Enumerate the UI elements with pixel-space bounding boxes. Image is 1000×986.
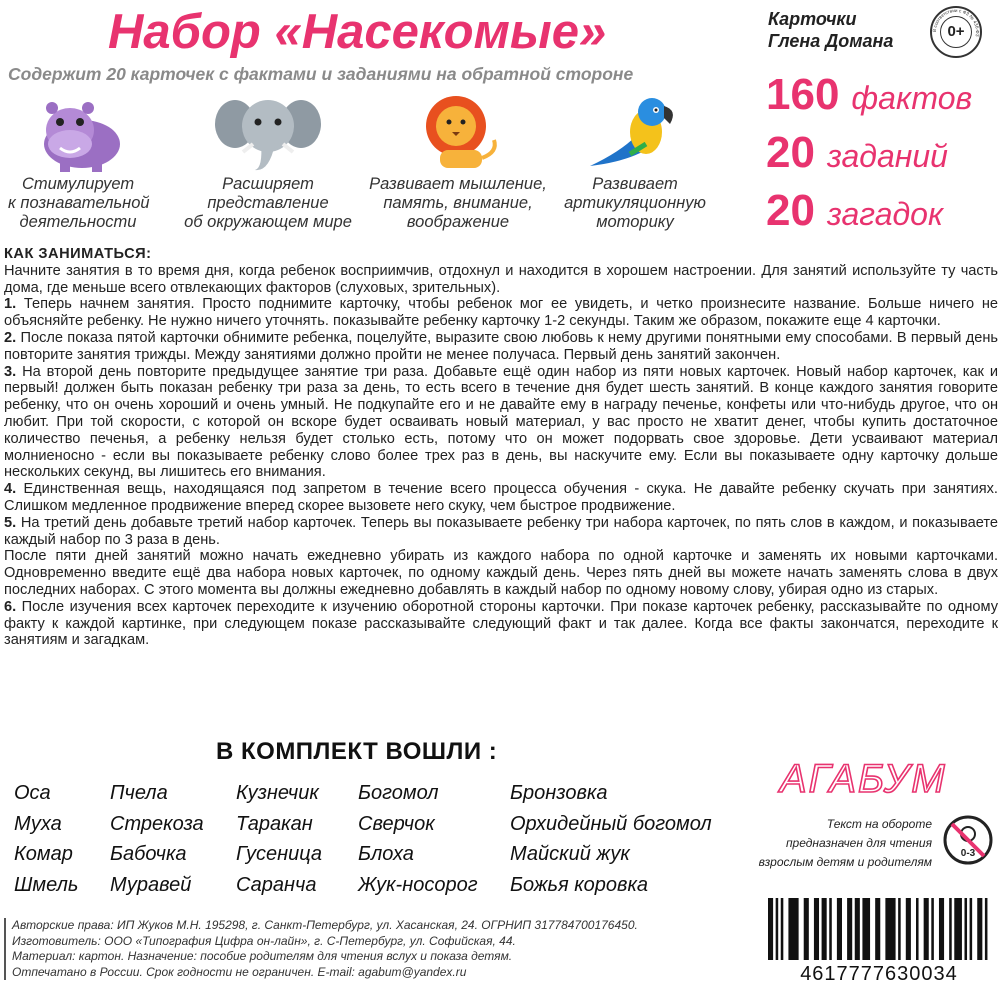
kit-column	[358, 782, 478, 904]
hippo-icon	[30, 92, 126, 174]
instruction-step	[4, 364, 998, 482]
barcode-bar	[898, 898, 901, 960]
instruction-step	[4, 296, 998, 330]
kit-item: Сверчок	[358, 812, 435, 835]
barcode-bar	[906, 898, 911, 960]
elephant-icon	[213, 92, 323, 174]
instruction-step	[4, 515, 998, 549]
barcode-bar	[875, 898, 880, 960]
stat-number: 20	[766, 186, 815, 235]
instruction-step	[4, 599, 998, 649]
page-title: Набор «Насекомые»	[108, 5, 607, 59]
step-text: После показа пятой карточки обнимите ребенка, поцелуйте, выразите свою любовь к нему другими понятными ему способами. В первый день повторите занятия трижды. Между занятиями должно пройти не менее получаса. Первый день занятий закончен.	[4, 329, 998, 363]
parrot-icon	[580, 92, 690, 174]
kit-item: Оса	[14, 782, 51, 804]
kit-item: Муравей	[110, 873, 192, 896]
instruction-step	[4, 481, 998, 515]
step-text: После пяти дней занятий можно начать ежедневно убирать из каждого набора по одной карточке и заменять их новыми карточками. Одновременно введите ещё два набора новых карточек, по одному каждый день. Через пять дней вы можете начать заменять слова в двух последних наборах. С этого момента вы должны ежедневно добавлять в каждый набор по одному новому слову, убирая одно из старых.	[4, 548, 998, 598]
instruction-paragraph	[4, 548, 998, 598]
barcode-bar	[939, 898, 944, 960]
barcode-bar	[822, 898, 827, 960]
kit-item: Бабочка	[110, 843, 187, 865]
feature-text-line: представление	[207, 194, 329, 212]
step-number: 6.	[4, 598, 17, 615]
instructions-intro: Начните занятия в то время дня, когда ребенок восприимчив, отдохнул и находится в хорошем настроении. Для занятий используйте ту часть дома, где меньше всего отвлекающих факторов (слуховых, зрительных).	[4, 262, 998, 296]
logo-text: АГАБУМ	[780, 757, 947, 801]
barcode-bar	[768, 898, 773, 960]
reading-note	[742, 815, 932, 872]
stat-tasks	[766, 128, 998, 186]
noread-age-label: 0-3	[960, 848, 976, 859]
stat-number: 160	[766, 70, 840, 119]
stat-number: 20	[766, 128, 815, 177]
kit-column	[14, 782, 78, 904]
step-text: Теперь начнем занятия. Просто поднимите карточку, чтобы ребенок мог ее увидеть, и четко произнесите название. Больше ничего не объясняйте ребенку. Не нужно ничего уточнять. показывайте ребенку карточку 1-2 секунды. Таким же образом, покажите еще 4 карточки.	[4, 296, 998, 330]
stats-block	[766, 70, 998, 244]
barcode-bar	[924, 898, 929, 960]
kit-item: Таракан	[236, 812, 313, 835]
copyright-block	[4, 918, 724, 980]
barcode-bar	[931, 898, 934, 960]
feature-cognitive	[8, 92, 148, 231]
feature-text-line: артикуляционную	[564, 194, 706, 212]
barcode-bar	[964, 898, 967, 960]
kit-item: Пчела	[110, 782, 168, 804]
note-line: предназначен для чтения	[785, 836, 932, 850]
instructions-heading: КАК ЗАНИМАТЬСЯ:	[4, 246, 152, 262]
feature-articulation	[560, 92, 710, 231]
lion-icon	[408, 92, 508, 174]
kit-item: Гусеница	[236, 843, 323, 865]
step-number: 5.	[4, 514, 17, 531]
feature-worldview	[168, 92, 368, 231]
feature-thinking	[362, 92, 554, 231]
stat-label: загадок	[826, 196, 944, 232]
barcode-bar	[970, 898, 973, 960]
stat-facts	[766, 70, 998, 128]
series-label	[768, 8, 893, 52]
kit-item: Божья коровка	[510, 873, 649, 896]
barcode-bar	[885, 898, 895, 960]
kit-item: Кузнечик	[236, 782, 319, 804]
barcode-bar	[954, 898, 962, 960]
kit-item: Блоха	[358, 843, 414, 865]
barcode-bar	[847, 898, 852, 960]
barcode-number: 4617777630034	[800, 963, 958, 985]
feature-text-line: моторику	[596, 213, 674, 231]
not-for-children-icon	[942, 814, 994, 866]
step-number: 3.	[4, 363, 17, 380]
agabum-logo	[776, 748, 976, 808]
series-line-1: Карточки	[768, 9, 857, 29]
age-rating-badge	[930, 6, 982, 58]
kit-item: Стрекоза	[110, 812, 204, 835]
step-text: На третий день добавьте третий набор карточек. Теперь вы показываете ребенку три набора карточек, по пять слов в каждом, и показываете каждый набор по 3 раза в день.	[4, 514, 998, 548]
barcode-bar	[804, 898, 809, 960]
kit-title: В КОМПЛЕКТ ВОШЛИ :	[216, 738, 498, 765]
manufacturer-line: Изготовитель: ООО «Типография Цифра он-лайн», г. С-Петербург, ул. Софийская, 44.	[12, 933, 516, 948]
kit-column	[110, 782, 204, 904]
origin-line: Отпечатано в России. Срок годности не ограничен. E-mail: agabum@yandex.ru	[12, 964, 467, 979]
kit-column	[510, 782, 712, 904]
barcode-bar	[837, 898, 842, 960]
feature-text-line: Расширяет	[222, 175, 314, 193]
feature-text-line: Стимулирует	[21, 175, 135, 193]
kit-item: Орхидейный богомол	[510, 812, 712, 835]
stat-riddles	[766, 186, 998, 244]
barcode-bar	[788, 898, 798, 960]
kit-item: Шмель	[14, 873, 79, 896]
series-line-2: Глена Домана	[768, 31, 894, 51]
barcode-bar	[949, 898, 952, 960]
barcode-bar	[829, 898, 832, 960]
note-line: взрослым детям и родителям	[758, 855, 932, 869]
step-text: Единственная вещь, находящаяся под запретом в течение всего процесса обучения - скука. Не давайте ребенку скучать при занятиях. Слишком медленное продвижение вперед скорее вызовете него скуку, чем быстрое продвижение.	[4, 481, 998, 514]
feature-text-line: деятельности	[19, 213, 137, 231]
subtitle: Содержит 20 карточек с фактами и заданиями на обратной стороне	[8, 64, 634, 84]
feature-text-line: воображение	[406, 213, 510, 231]
barcode-bar	[781, 898, 784, 960]
kit-item: Муха	[14, 812, 62, 835]
instructions-block	[4, 246, 998, 649]
feature-text-line: Развивает мышление,	[369, 175, 547, 193]
barcode-bar	[814, 898, 819, 960]
step-text: После изучения всех карточек переходите к изучению оборотной стороны карточки. При показе карточек ребенку, рассказывайте по одному факту к каждой картинке, при следующем показе рассказывайте следующий факт и так далее. Когда все факты закончатся, переходите к занятиям и загадкам.	[4, 598, 998, 649]
note-line: Текст на обороте	[826, 817, 932, 831]
step-number: 2.	[4, 329, 17, 346]
copyright-line: Авторские права: ИП Жуков М.Н. 195298, г. Санкт-Петербург, ул. Хасанская, 24. ОГРНИП 317784700176450.	[12, 918, 638, 932]
age-rating-value: 0+	[940, 16, 972, 48]
barcode-bar	[977, 898, 982, 960]
kit-item: Жук-носорог	[358, 873, 478, 896]
barcode-bar	[985, 898, 988, 960]
age-badge-ring-text: В соответствии с ФЗ № 436-ФЗ	[932, 8, 980, 37]
material-line: Материал: картон. Назначение: пособие родителям для чтения вслух и показа детям.	[12, 949, 513, 963]
feature-text-line: Развивает	[592, 175, 678, 193]
feature-text-line: к познавательной	[8, 194, 150, 212]
step-number: 1.	[4, 296, 17, 313]
feature-text-line: память, внимание,	[383, 194, 533, 212]
barcode	[764, 898, 994, 960]
barcode-bar	[916, 898, 919, 960]
kit-item: Майский жук	[510, 843, 630, 865]
stat-label: фактов	[851, 80, 973, 116]
feature-text-line: об окружающем мире	[184, 213, 352, 231]
instruction-step	[4, 330, 998, 364]
kit-item: Комар	[14, 843, 73, 865]
stat-label: заданий	[826, 138, 948, 174]
kit-item: Богомол	[358, 782, 439, 804]
step-text: На второй день повторите предыдущее занятие три раза. Добавьте ещё один набор из пяти новых карточек. Новый набор карточек, как и первый! должен быть показан ребенку три раза за день, то есть всего в течение дня будет шесть занятий. В конце каждого занятия говорите ребенку, что он очень хороший и очень умный. Не подкупайте его и не давайте ему в награду печенье, конфеты или что-нибудь другое, что он любит. При той скорости, с которой он вскоре будет осваивать новый материал, у вас просто не хватит денег, чтобы купить достаточное количество печенья, а ребенку нельзя будет столько есть, потому что он может подорвать свое здоровье. Дети усваивают материал молниеносно - если вы показываете ребенку слово более трех раз в день, вы наскучите ему. Если вы показываете одну карточку дольше нескольких секунд, вы лишитесь его внимания.	[4, 363, 998, 481]
barcode-bar	[855, 898, 860, 960]
kit-column	[236, 782, 322, 904]
barcode-bar	[776, 898, 779, 960]
barcode-bar	[862, 898, 870, 960]
kit-item: Саранча	[236, 873, 317, 896]
kit-item: Бронзовка	[510, 782, 608, 804]
step-number: 4.	[4, 481, 17, 498]
